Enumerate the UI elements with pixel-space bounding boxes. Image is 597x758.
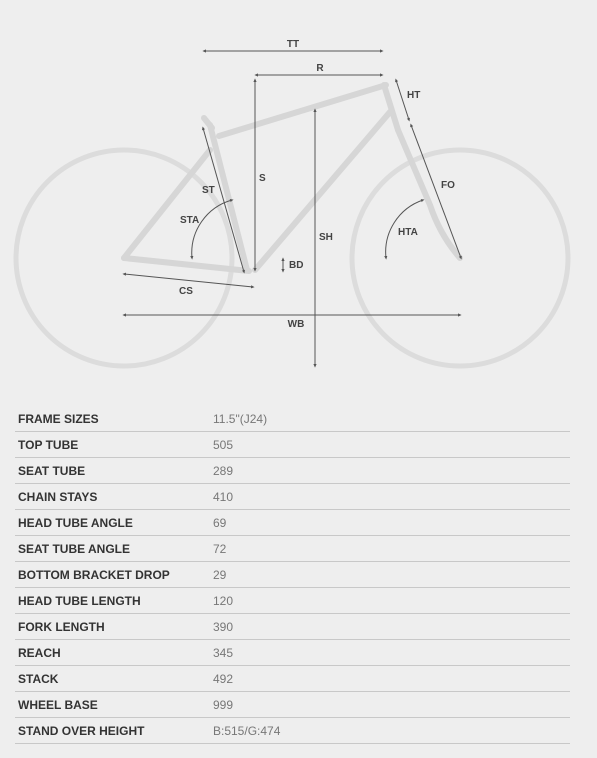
- geometry-row: [15, 536, 570, 562]
- label-wb: WB: [287, 319, 305, 330]
- geometry-row-label: HEAD TUBE ANGLE: [15, 510, 213, 536]
- geometry-row: [15, 562, 570, 588]
- geometry-row: [15, 458, 570, 484]
- geometry-row: [15, 588, 570, 614]
- geometry-row-label: HEAD TUBE LENGTH: [15, 588, 213, 614]
- geometry-row-label: TOP TUBE: [15, 432, 213, 458]
- head-tube: [384, 85, 398, 130]
- label-fo: FO: [441, 180, 455, 191]
- label-st: ST: [202, 185, 215, 196]
- geometry-row-label: STACK: [15, 666, 213, 692]
- geometry-row-value: 999: [213, 692, 570, 718]
- geometry-row-label: BOTTOM BRACKET DROP: [15, 562, 213, 588]
- geometry-row-label: WHEEL BASE: [15, 692, 213, 718]
- geometry-row-label: REACH: [15, 640, 213, 666]
- label-ht: HT: [407, 90, 421, 101]
- label-s: S: [259, 173, 266, 184]
- geometry-row: [15, 406, 570, 432]
- geometry-row: [15, 484, 570, 510]
- geometry-row-value: 492: [213, 666, 570, 692]
- label-hta: HTA: [398, 227, 418, 238]
- geometry-row-value: 410: [213, 484, 570, 510]
- geometry-row-label: SEAT TUBE: [15, 458, 213, 484]
- seatpost: [204, 118, 212, 128]
- geometry-row-label: SEAT TUBE ANGLE: [15, 536, 213, 562]
- geometry-row: [15, 510, 570, 536]
- label-cs: CS: [179, 286, 193, 297]
- label-bd: BD: [289, 260, 304, 271]
- geometry-table: [15, 406, 570, 744]
- st-line: [203, 128, 244, 272]
- geometry-row-value: 11.5"(J24): [213, 406, 570, 432]
- geometry-row: [15, 614, 570, 640]
- down-tube: [255, 112, 390, 270]
- geometry-row-value: 289: [213, 458, 570, 484]
- geometry-row: [15, 666, 570, 692]
- geometry-row-value: B:515/G:474: [213, 718, 570, 744]
- label-sh: SH: [319, 232, 333, 243]
- label-r: R: [316, 63, 324, 74]
- geometry-row: [15, 692, 570, 718]
- geometry-row-value: 345: [213, 640, 570, 666]
- geometry-row-value: 72: [213, 536, 570, 562]
- fo-line: [411, 125, 461, 258]
- geometry-row-value: 29: [213, 562, 570, 588]
- geometry-row-label: CHAIN STAYS: [15, 484, 213, 510]
- geometry-row-label: STAND OVER HEIGHT: [15, 718, 213, 744]
- label-sta: STA: [180, 215, 200, 226]
- geometry-row-value: 390: [213, 614, 570, 640]
- seat-stay: [124, 150, 210, 258]
- geometry-row-value: 69: [213, 510, 570, 536]
- geometry-row-value: 120: [213, 588, 570, 614]
- geometry-row: [15, 640, 570, 666]
- geometry-table-body: [15, 406, 570, 744]
- bike-frame: [124, 85, 460, 271]
- geometry-row: [15, 432, 570, 458]
- geometry-row-label: FRAME SIZES: [15, 406, 213, 432]
- label-tt: TT: [286, 39, 300, 50]
- geometry-row-label: FORK LENGTH: [15, 614, 213, 640]
- geometry-row-value: 505: [213, 432, 570, 458]
- geometry-row: [15, 718, 570, 744]
- top-tube: [219, 85, 386, 136]
